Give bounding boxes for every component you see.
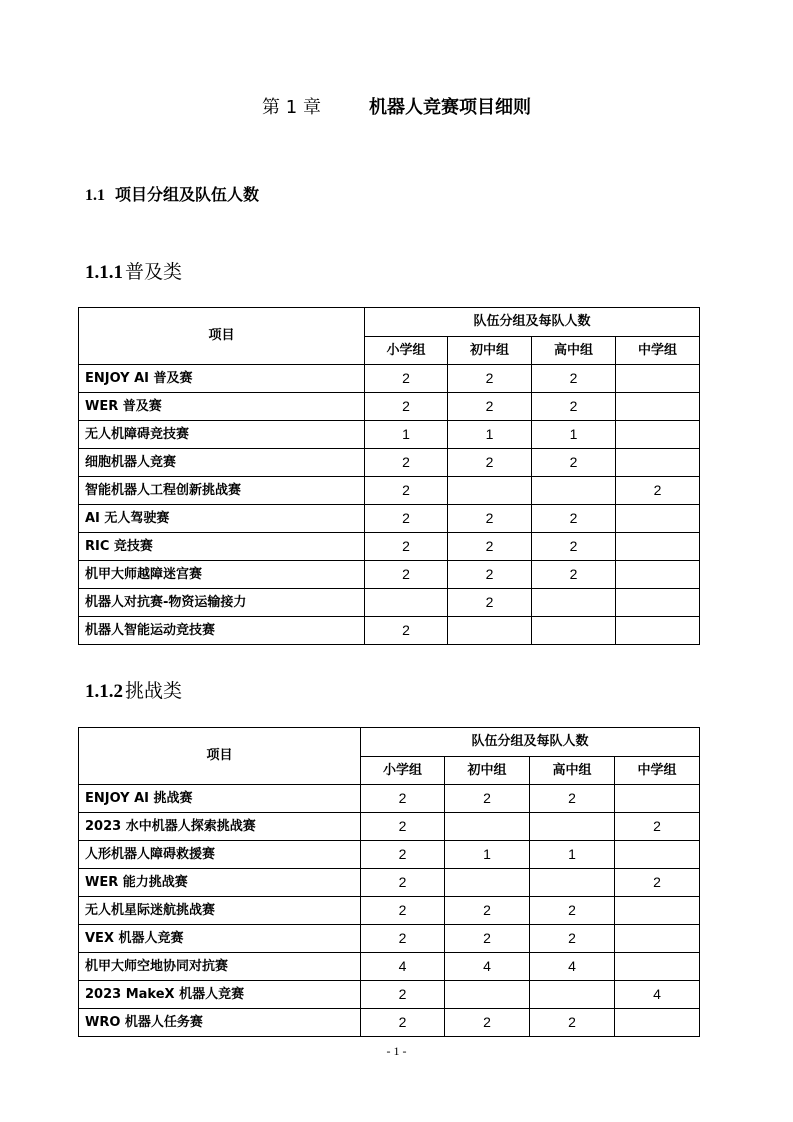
team-size-cell bbox=[615, 925, 700, 953]
table-row bbox=[79, 533, 700, 561]
project-name-cell: 机器人对抗赛-物资运输接力 bbox=[79, 589, 365, 617]
subsection-heading-popular bbox=[85, 257, 182, 284]
team-size-cell: 2 bbox=[616, 477, 700, 505]
group-header: 队伍分组及每队人数 bbox=[361, 728, 700, 757]
team-size-cell: 4 bbox=[445, 953, 530, 981]
team-size-cell bbox=[615, 897, 700, 925]
table-row bbox=[79, 953, 700, 981]
table-row bbox=[79, 365, 700, 393]
column-header-secondary: 中学组 bbox=[615, 756, 700, 785]
team-size-cell bbox=[448, 617, 532, 645]
project-name-cell: 机甲大师越障迷宫赛 bbox=[79, 561, 365, 589]
table-row bbox=[79, 813, 700, 841]
team-size-cell bbox=[615, 1009, 700, 1037]
project-name-cell: 机甲大师空地协同对抗赛 bbox=[79, 953, 361, 981]
project-name-cell: ENJOY AI 普及赛 bbox=[79, 365, 365, 393]
team-size-cell: 2 bbox=[361, 925, 445, 953]
team-size-cell: 2 bbox=[361, 841, 445, 869]
table-row bbox=[79, 785, 700, 813]
team-size-cell bbox=[445, 869, 530, 897]
team-size-cell: 2 bbox=[365, 477, 448, 505]
team-size-cell: 2 bbox=[615, 813, 700, 841]
chapter-name: 机器人竞赛项目细则 bbox=[368, 97, 531, 118]
project-name-cell: 2023 水中机器人探索挑战赛 bbox=[79, 813, 361, 841]
project-name-cell: ENJOY AI 挑战赛 bbox=[79, 785, 361, 813]
team-size-cell: 2 bbox=[532, 449, 616, 477]
subsection-heading-challenge bbox=[85, 676, 182, 703]
table-row bbox=[79, 1009, 700, 1037]
challenge-category-table bbox=[78, 727, 700, 1037]
team-size-cell bbox=[616, 421, 700, 449]
table-body bbox=[79, 365, 700, 645]
team-size-cell bbox=[365, 589, 448, 617]
subsection-title: 挑战类 bbox=[125, 680, 183, 702]
team-size-cell bbox=[530, 869, 615, 897]
team-size-cell bbox=[445, 813, 530, 841]
team-size-cell bbox=[532, 477, 616, 505]
table-header-row bbox=[79, 728, 700, 757]
item-column-header: 项目 bbox=[79, 308, 365, 365]
table-row bbox=[79, 421, 700, 449]
chapter-title bbox=[0, 93, 793, 119]
team-size-cell: 2 bbox=[361, 785, 445, 813]
team-size-cell: 2 bbox=[448, 365, 532, 393]
team-size-cell: 2 bbox=[365, 449, 448, 477]
team-size-cell: 2 bbox=[532, 561, 616, 589]
project-name-cell: WER 能力挑战赛 bbox=[79, 869, 361, 897]
team-size-cell: 2 bbox=[365, 561, 448, 589]
page-number: - 1 - bbox=[386, 1044, 407, 1058]
project-name-cell: 无人机星际迷航挑战赛 bbox=[79, 897, 361, 925]
team-size-cell bbox=[530, 981, 615, 1009]
team-size-cell: 2 bbox=[615, 869, 700, 897]
subsection-number: 1.1.1 bbox=[85, 262, 123, 283]
project-name-cell: WRO 机器人任务赛 bbox=[79, 1009, 361, 1037]
team-size-cell: 2 bbox=[365, 365, 448, 393]
project-name-cell: 智能机器人工程创新挑战赛 bbox=[79, 477, 365, 505]
table-row bbox=[79, 589, 700, 617]
team-size-cell: 4 bbox=[530, 953, 615, 981]
column-header-primary: 小学组 bbox=[365, 336, 448, 365]
team-size-cell: 2 bbox=[361, 1009, 445, 1037]
team-size-cell: 2 bbox=[530, 785, 615, 813]
team-size-cell: 2 bbox=[365, 617, 448, 645]
team-size-cell bbox=[445, 981, 530, 1009]
team-size-cell: 2 bbox=[530, 925, 615, 953]
table-row bbox=[79, 561, 700, 589]
project-name-cell: 细胞机器人竞赛 bbox=[79, 449, 365, 477]
team-size-cell: 2 bbox=[361, 813, 445, 841]
column-header-junior: 初中组 bbox=[445, 756, 530, 785]
team-size-cell bbox=[532, 617, 616, 645]
team-size-cell bbox=[616, 449, 700, 477]
team-size-cell: 2 bbox=[448, 393, 532, 421]
team-size-cell: 2 bbox=[532, 365, 616, 393]
team-size-cell bbox=[615, 785, 700, 813]
project-name-cell: WER 普及赛 bbox=[79, 393, 365, 421]
table-row bbox=[79, 869, 700, 897]
table-row bbox=[79, 617, 700, 645]
table-body bbox=[79, 785, 700, 1037]
team-size-cell bbox=[616, 393, 700, 421]
column-header-senior: 高中组 bbox=[530, 756, 615, 785]
team-size-cell: 1 bbox=[445, 841, 530, 869]
team-size-cell: 1 bbox=[532, 421, 616, 449]
team-size-cell: 4 bbox=[615, 981, 700, 1009]
subsection-title: 普及类 bbox=[125, 261, 183, 283]
team-size-cell: 2 bbox=[532, 505, 616, 533]
team-size-cell bbox=[615, 841, 700, 869]
team-size-cell: 2 bbox=[448, 505, 532, 533]
section-number: 1.1 bbox=[85, 187, 105, 204]
table-row bbox=[79, 841, 700, 869]
team-size-cell: 2 bbox=[365, 505, 448, 533]
column-header-junior: 初中组 bbox=[448, 336, 532, 365]
column-header-primary: 小学组 bbox=[361, 756, 445, 785]
project-name-cell: RIC 竞技赛 bbox=[79, 533, 365, 561]
project-name-cell: 人形机器人障碍救援赛 bbox=[79, 841, 361, 869]
column-header-secondary: 中学组 bbox=[616, 336, 700, 365]
team-size-cell bbox=[615, 953, 700, 981]
team-size-cell bbox=[616, 589, 700, 617]
project-name-cell: VEX 机器人竞赛 bbox=[79, 925, 361, 953]
team-size-cell: 2 bbox=[445, 1009, 530, 1037]
team-size-cell: 2 bbox=[445, 925, 530, 953]
group-header: 队伍分组及每队人数 bbox=[365, 308, 700, 337]
project-name-cell: 无人机障碍竞技赛 bbox=[79, 421, 365, 449]
team-size-cell: 2 bbox=[445, 897, 530, 925]
team-size-cell: 2 bbox=[448, 533, 532, 561]
team-size-cell: 1 bbox=[530, 841, 615, 869]
project-name-cell: 2023 MakeX 机器人竞赛 bbox=[79, 981, 361, 1009]
team-size-cell: 4 bbox=[361, 953, 445, 981]
team-size-cell: 2 bbox=[361, 981, 445, 1009]
chapter-number: 第 1 章 bbox=[262, 97, 321, 118]
team-size-cell: 2 bbox=[530, 1009, 615, 1037]
item-column-header: 项目 bbox=[79, 728, 361, 785]
table-row bbox=[79, 981, 700, 1009]
subsection-number: 1.1.2 bbox=[85, 681, 123, 702]
team-size-cell bbox=[530, 813, 615, 841]
section-title: 项目分组及队伍人数 bbox=[115, 185, 260, 204]
table-row bbox=[79, 393, 700, 421]
team-size-cell: 1 bbox=[365, 421, 448, 449]
table-row bbox=[79, 477, 700, 505]
team-size-cell: 2 bbox=[532, 393, 616, 421]
team-size-cell bbox=[532, 589, 616, 617]
team-size-cell bbox=[616, 617, 700, 645]
table-row bbox=[79, 505, 700, 533]
popular-category-table bbox=[78, 307, 700, 645]
section-heading bbox=[85, 182, 259, 205]
column-header-senior: 高中组 bbox=[532, 336, 616, 365]
team-size-cell: 2 bbox=[361, 897, 445, 925]
team-size-cell bbox=[616, 561, 700, 589]
team-size-cell: 2 bbox=[530, 897, 615, 925]
table-header-row bbox=[79, 308, 700, 337]
project-name-cell: 机器人智能运动竞技赛 bbox=[79, 617, 365, 645]
team-size-cell: 2 bbox=[448, 561, 532, 589]
team-size-cell bbox=[616, 505, 700, 533]
team-size-cell: 2 bbox=[361, 869, 445, 897]
team-size-cell bbox=[616, 365, 700, 393]
table-row bbox=[79, 897, 700, 925]
team-size-cell: 2 bbox=[365, 393, 448, 421]
team-size-cell bbox=[616, 533, 700, 561]
team-size-cell: 2 bbox=[445, 785, 530, 813]
project-name-cell: AI 无人驾驶赛 bbox=[79, 505, 365, 533]
table-row bbox=[79, 925, 700, 953]
team-size-cell: 2 bbox=[365, 533, 448, 561]
team-size-cell bbox=[448, 477, 532, 505]
team-size-cell: 2 bbox=[532, 533, 616, 561]
team-size-cell: 2 bbox=[448, 589, 532, 617]
team-size-cell: 1 bbox=[448, 421, 532, 449]
table-row bbox=[79, 449, 700, 477]
team-size-cell: 2 bbox=[448, 449, 532, 477]
